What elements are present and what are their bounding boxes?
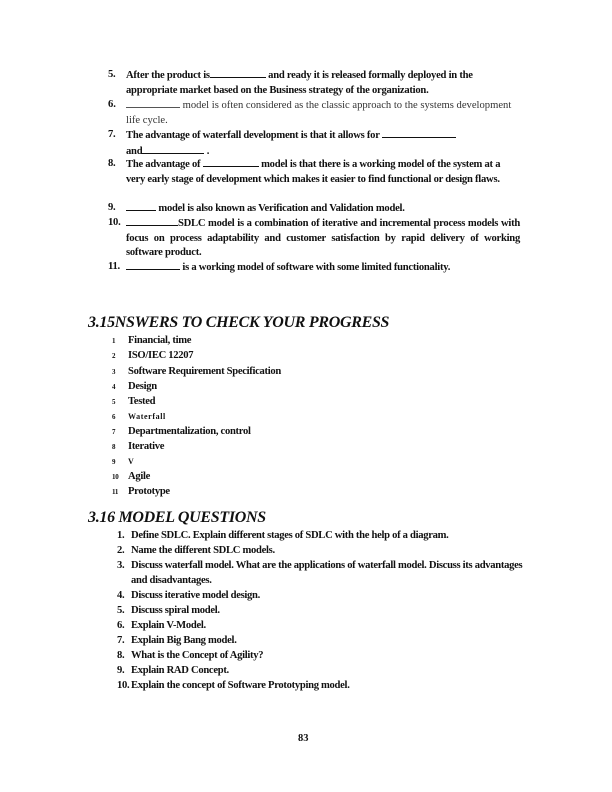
answer-number: 6: [112, 413, 116, 421]
answer-item: [112, 379, 157, 394]
answer-number: 4: [112, 383, 116, 391]
answer-number: 10: [112, 473, 119, 481]
question-10: [108, 216, 520, 261]
question-number: 7.: [108, 129, 116, 140]
answer-blank: [382, 128, 456, 138]
model-question-item: [117, 588, 527, 603]
model-question-item: [117, 603, 527, 618]
answer-number: 5: [112, 398, 116, 406]
question-number: 7.: [117, 635, 125, 646]
question-text: Discuss iterative model design.: [131, 590, 260, 601]
answer-text: Iterative: [128, 441, 165, 452]
model-question-item: [117, 528, 527, 543]
question-text-before: The advantage of: [126, 159, 203, 170]
question-9: [108, 201, 520, 217]
question-number: 3.: [117, 560, 125, 571]
answer-item: [112, 409, 166, 424]
question-text-before: After the product is: [126, 70, 210, 81]
model-question-item: [117, 618, 527, 633]
answer-text: Departmentalization, control: [128, 426, 251, 437]
question-number: 11.: [108, 261, 120, 272]
question-text-after: model is that there is a working model of the system at a very early stage of development which makes it easier to find functional or design flaws.: [126, 159, 501, 185]
model-question-item: [117, 648, 527, 663]
question-text: Discuss waterfall model. What are the applications of waterfall model. Discuss its advantages and disadvantages.: [131, 560, 523, 586]
answer-number: 2: [112, 352, 116, 360]
answer-text: Design: [128, 381, 157, 392]
answer-item: [112, 454, 134, 469]
question-7: [108, 128, 520, 159]
answer-text: Financial, time: [128, 335, 192, 346]
answer-text: Tested: [128, 396, 156, 407]
question-text: Define SDLC. Explain different stages of SDLC with the help of a diagram.: [131, 530, 449, 541]
question-text: Explain Big Bang model.: [131, 635, 237, 646]
answer-item: [112, 439, 164, 454]
answer-item: [112, 333, 191, 348]
question-6: [108, 98, 520, 128]
answer-item: [112, 364, 281, 379]
question-text: Discuss spiral model.: [131, 605, 220, 616]
answers-heading: 3.15NSWERS TO CHECK YOUR PROGRESS: [88, 314, 390, 331]
answer-text: V: [128, 457, 135, 466]
answer-blank: [126, 216, 178, 226]
question-number: 6.: [108, 99, 116, 110]
answer-blank: [142, 144, 204, 154]
question-number: 5.: [117, 605, 125, 616]
question-number: 10.: [108, 217, 121, 228]
question-text-after: and ready it is released formally deployed in the appropriate market based on the Business strategy of the organization.: [126, 70, 473, 96]
answer-text: Prototype: [128, 486, 170, 497]
question-text: Explain V-Model.: [131, 620, 206, 631]
answer-number: 3: [112, 368, 116, 376]
model-question-item: [117, 543, 527, 558]
answer-item: [112, 469, 150, 484]
question-number: 8.: [108, 158, 116, 169]
answer-text: Software Requirement Specification: [128, 366, 281, 377]
answer-blank: [126, 260, 180, 270]
question-number: 6.: [117, 620, 125, 631]
question-number: 4.: [117, 590, 125, 601]
question-text-after: model is often considered as the classic approach to the systems development life cycle.: [126, 100, 512, 126]
question-text-after: .: [204, 145, 210, 157]
question-text-before: The advantage of waterfall development is that it allows for: [126, 130, 382, 141]
model-question-item: [117, 633, 527, 648]
answer-item: [112, 348, 193, 363]
answer-text: Agile: [128, 471, 151, 482]
answer-number: 11: [112, 488, 119, 496]
answer-blank: [126, 201, 156, 211]
answer-number: 1: [112, 337, 116, 345]
question-number: 9.: [108, 202, 116, 213]
question-text: Name the different SDLC models.: [131, 545, 275, 556]
question-number: 10.: [117, 680, 130, 691]
answer-text: Waterfall: [128, 412, 166, 421]
answer-item: [112, 424, 251, 439]
question-number: 9.: [117, 665, 125, 676]
answer-blank: [210, 68, 266, 78]
question-text-after: model is also known as Verification and Validation model.: [156, 203, 405, 214]
answer-blank: [126, 98, 180, 108]
question-number: 1.: [117, 530, 125, 541]
question-text-middle: and: [126, 145, 143, 157]
model-question-item: [117, 558, 527, 588]
model-question-item: [117, 663, 527, 678]
question-text: What is the Concept of Agility?: [131, 650, 264, 661]
model-question-item: [117, 678, 527, 693]
question-text-after: is a working model of software with some limited functionality.: [180, 262, 451, 273]
page-number: 83: [298, 733, 309, 744]
answer-number: 8: [112, 443, 116, 451]
answer-number: 9: [112, 458, 116, 466]
answer-text: ISO/IEC 12207: [128, 350, 194, 361]
answer-item: [112, 484, 170, 499]
answer-item: [112, 394, 155, 409]
question-number: 5.: [108, 69, 116, 80]
question-8: [108, 157, 520, 187]
question-number: 2.: [117, 545, 125, 556]
question-text: Explain the concept of Software Prototyping model.: [131, 680, 350, 691]
question-text-after: SDLC model is a combination of iterative and incremental process models with focus on process adaptability and customer satisfaction by rapid delivery of working software product.: [126, 218, 520, 259]
answer-number: 7: [112, 428, 116, 436]
question-5: [108, 68, 520, 98]
model-questions-heading: 3.16 MODEL QUESTIONS: [88, 509, 266, 526]
question-text: Explain RAD Concept.: [131, 665, 229, 676]
question-11: [108, 260, 520, 276]
answer-blank: [203, 157, 259, 167]
question-number: 8.: [117, 650, 125, 661]
